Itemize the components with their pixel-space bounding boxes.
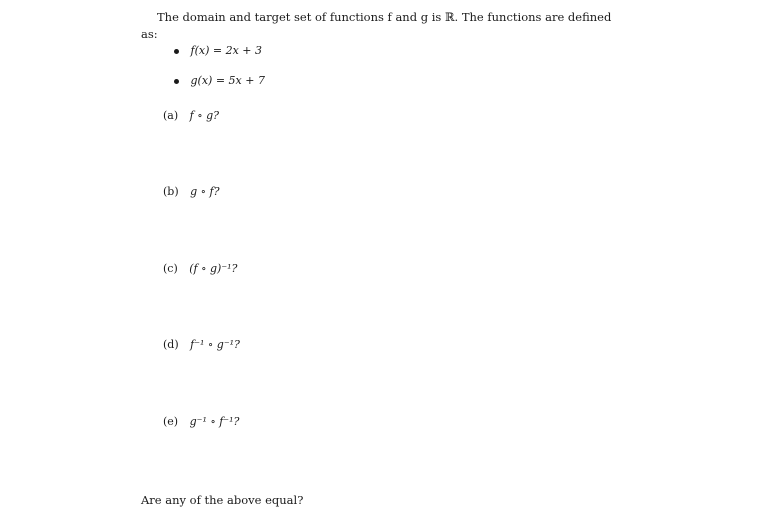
question-label: (d) <box>163 338 179 351</box>
question-label: (a) <box>163 109 179 122</box>
bullet-icon <box>174 49 179 54</box>
question-expression: f ∘ g? <box>189 109 220 122</box>
question-expression: g ∘ f? <box>190 185 220 198</box>
question-label: (c) <box>163 262 178 275</box>
function-item-f <box>174 44 262 57</box>
closing-question: Are any of the above equal? <box>141 493 304 507</box>
question-e <box>163 415 239 428</box>
function-definition-g: g(x) = 5x + 7 <box>190 74 265 87</box>
question-expression: f⁻¹ ∘ g⁻¹? <box>190 338 240 351</box>
function-item-g <box>174 74 265 87</box>
question-b <box>163 185 220 198</box>
question-c <box>163 262 237 275</box>
question-a <box>163 109 219 122</box>
bullet-icon <box>174 79 179 84</box>
question-expression: g⁻¹ ∘ f⁻¹? <box>189 415 240 428</box>
intro-line-2: as: <box>141 27 158 41</box>
intro-line-1: The domain and target set of functions f and g is ℝ. The functions are defined <box>157 10 612 24</box>
function-definition-f: f(x) = 2x + 3 <box>190 44 262 57</box>
question-expression: (f ∘ g)⁻¹? <box>189 262 238 275</box>
question-label: (b) <box>163 185 179 198</box>
question-d <box>163 338 240 351</box>
question-label: (e) <box>163 415 179 428</box>
